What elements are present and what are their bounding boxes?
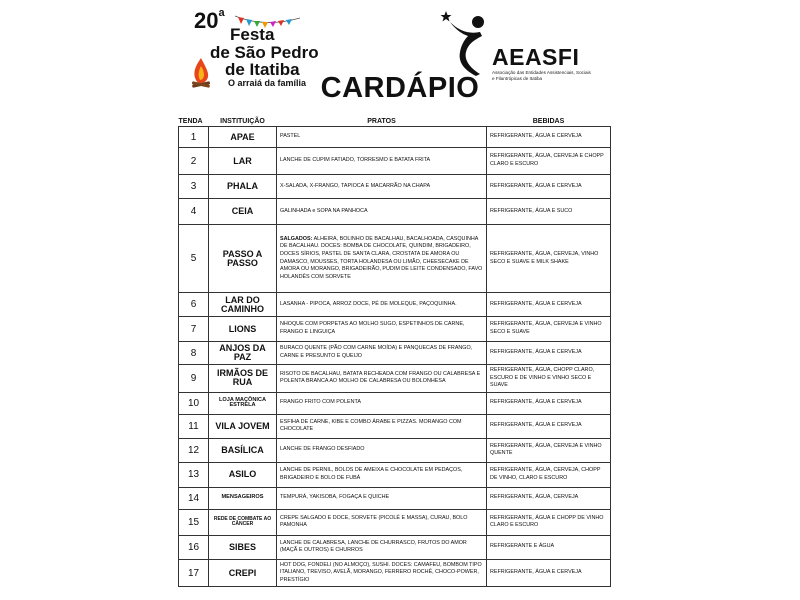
institution-name: REDE DE COMBATE AO CÂNCER — [209, 509, 277, 535]
pratos-cell: GALINHADA e SOPA NA PANHOCA — [277, 199, 487, 225]
table-row — [179, 148, 611, 175]
tenda-number: 17 — [179, 559, 209, 587]
tenda-number: 6 — [179, 293, 209, 317]
table-row — [179, 293, 611, 317]
festa-subtitle: O arraiá da família — [228, 78, 307, 88]
bonfire-icon — [190, 56, 212, 88]
pratos-cell: X-SALADA, X-FRANGO, TAPIOCA E MACARRÃO NA CHAPA — [277, 175, 487, 199]
table-row — [179, 535, 611, 559]
pratos-cell: CREPE SALGADO E DOCE, SORVETE (PICOLÉ E MASSA), CURAU, BOLO PAMONHA — [277, 509, 487, 535]
tenda-number: 13 — [179, 462, 209, 487]
bebidas-cell: REFRIGERANTE, ÁGUA, CERVEJA E VINHO QUENTE — [487, 438, 611, 462]
institution-name: VILA JOVEM — [209, 414, 277, 438]
tenda-number: 7 — [179, 317, 209, 342]
institution-name: LOJA MAÇÔNICA ESTRELA — [209, 392, 277, 414]
bebidas-cell: REFRIGERANTE, ÁGUA E CERVEJA — [487, 293, 611, 317]
tenda-number: 2 — [179, 148, 209, 175]
table-row — [179, 199, 611, 225]
tenda-number: 16 — [179, 535, 209, 559]
bebidas-cell: REFRIGERANTE, ÁGUA E CERVEJA — [487, 392, 611, 414]
header-bebidas: BEBIDAS — [532, 117, 565, 125]
bebidas-cell: REFRIGERANTE, ÁGUA, CERVEJA, CHOPP DE VINHO, CLARO E ESCURO — [487, 462, 611, 487]
institution-name: LIONS — [209, 317, 277, 342]
table-row — [179, 487, 611, 509]
institution-name: CEIA — [209, 199, 277, 225]
table-row — [179, 175, 611, 199]
pratos-text: ALHEIRA, BOLINHO DE BACALHAU, BACALHOADA, CASQUINHA DE BACALHAU. DOCES: BOMBA DE CHOCOLATE, QUINDIM, BRIGADEIRO, DOCES SÍRIOS, PASTEL DE SANTA CLARA, CROSTATA DE AMORA OU DAMASCO, MOUSSES, TORTA HOLANDESA OU LIMÃO, CHEESECAKE DE AMORA OU MORANGO, BRIGADEIRÃO, PUDIM DE LEITE CONDENSADO, FAVO HOLANDÊS COM SORVETE — [280, 235, 483, 280]
festa-line-3: de Itatiba — [225, 60, 300, 79]
tenda-number: 10 — [179, 392, 209, 414]
tenda-number: 11 — [179, 414, 209, 438]
festa-edition: 20$^a$ — [194, 7, 225, 33]
institution-name: PHALA — [209, 175, 277, 199]
institution-name: ANJOS DA PAZ — [209, 342, 277, 365]
festa-line-2: de São Pedro — [210, 43, 319, 62]
pratos-cell: LANCHE DE FRANGO DESFIADO — [277, 438, 487, 462]
tenda-number: 14 — [179, 487, 209, 509]
bebidas-cell: REFRIGERANTE, ÁGUA, CERVEJA, VINHO SECO E SUAVE E MILK SHAKE — [487, 225, 611, 293]
bebidas-cell: REFRIGERANTE, ÁGUA E CERVEJA — [487, 559, 611, 587]
table-row — [179, 509, 611, 535]
tenda-number: 3 — [179, 175, 209, 199]
tenda-number: 9 — [179, 365, 209, 393]
tenda-number: 5 — [179, 225, 209, 293]
tenda-number: 1 — [179, 127, 209, 148]
tenda-number: 4 — [179, 199, 209, 225]
pratos-cell: HOT DOG, FONDELI (NO ALMOÇO), SUSHI. DOCES: CAMAFEU, BOMBOM TIPO ITALIANO, TREVISO, AVELÃ, MORANGO, FERRERO ROCHÊ, CHOCO-POWER, PRESTÍGIO — [277, 559, 487, 587]
institution-name: PASSO A PASSO — [209, 225, 277, 293]
table-row — [179, 225, 611, 293]
pratos-label: SALGADOS: — [280, 235, 313, 242]
bebidas-cell: REFRIGERANTE, ÁGUA E CERVEJA — [487, 342, 611, 365]
pratos-cell: FRANGO FRITO COM POLENTA — [277, 392, 487, 414]
aeasfi-subtitle: Associação das Entidades Assistenciais, Sociais e Filantrópicas de Itatiba — [492, 70, 591, 81]
table-header-row — [179, 116, 611, 127]
bebidas-cell: REFRIGERANTE, ÁGUA, CHOPP CLARO, ESCURO E DE VINHO E VINHO SECO E SUAVE — [487, 365, 611, 393]
institution-name: CREPI — [209, 559, 277, 587]
header-tenda: TENDA — [178, 117, 203, 125]
table-row — [179, 342, 611, 365]
bebidas-cell: REFRIGERANTE, ÁGUA E CHOPP DE VINHO CLARO E ESCURO — [487, 509, 611, 535]
table-row — [179, 462, 611, 487]
table-row — [179, 559, 611, 587]
aeasfi-title: AEASFI — [492, 44, 580, 70]
institution-name: APAE — [209, 127, 277, 148]
pratos-cell: LANCHE DE CUPIM FATIADO, TORRESMO E BATATA FRITA — [277, 148, 487, 175]
pratos-cell: BURACO QUENTE (PÃO COM CARNE MOÍDA) E PANQUECAS DE FRANGO, CARNE E PRESUNTO E QUEIJO — [277, 342, 487, 365]
table-row — [179, 127, 611, 148]
tenda-number: 12 — [179, 438, 209, 462]
institution-name: ASILO — [209, 462, 277, 487]
pratos-cell: ESFIHA DE CARNE, KIBE E COMBO ÁRABE E PIZZAS. MORANGO COM CHOCOLATE — [277, 414, 487, 438]
institution-name: SIBES — [209, 535, 277, 559]
pratos-cell: RISOTO DE BACALHAU, BATATA RECHEADA COM FRANGO OU CALABRESA E POLENTA BRANCA AO MOLHO DE CALABRESA OU BOLONHESA — [277, 365, 487, 393]
bebidas-cell: REFRIGERANTE, ÁGUA, CERVEJA E VINHO SECO E SUAVE — [487, 317, 611, 342]
table-row — [179, 365, 611, 393]
bebidas-cell: REFRIGERANTE E ÁGUA — [487, 535, 611, 559]
tenda-number: 8 — [179, 342, 209, 365]
institution-name: MENSAGEIROS — [209, 487, 277, 509]
tenda-number: 15 — [179, 509, 209, 535]
festa-line-1: Festa — [230, 25, 275, 44]
aeasfi-figure-icon — [440, 8, 495, 78]
pratos-cell: LANCHE DE PERNIL, BOLOS DE AMEIXA E CHOCOLATE EM PEDAÇOS, BRIGADEIRO E BOLO DE FUBÁ — [277, 462, 487, 487]
table-row — [179, 414, 611, 438]
pratos-cell: LASANHA - PIPOCA, ARROZ DOCE, PÉ DE MOLEQUE, PAÇOQUINHA. — [277, 293, 487, 317]
bebidas-cell: REFRIGERANTE, ÁGUA E CERVEJA — [487, 175, 611, 199]
table-row — [179, 392, 611, 414]
bebidas-cell: REFRIGERANTE, ÁGUA E CERVEJA — [487, 127, 611, 148]
bebidas-cell: REFRIGERANTE, ÁGUA E CERVEJA — [487, 414, 611, 438]
bebidas-cell: REFRIGERANTE, ÁGUA, CERVEJA E CHOPP CLARO E ESCURO — [487, 148, 611, 175]
institution-name: BASÍLICA — [209, 438, 277, 462]
table-row — [179, 317, 611, 342]
pratos-cell: NHOQUE COM PORPETAS AO MOLHO SUGO, ESPETINHOS DE CARNE, FRANGO E LINGUIÇA — [277, 317, 487, 342]
pratos-cell: PASTEL — [277, 127, 487, 148]
header-instituicao: INSTITUIÇÃO — [220, 117, 265, 125]
table-row — [179, 438, 611, 462]
institution-name: IRMÃOS DE RUA — [209, 365, 277, 393]
pratos-cell: TEMPURÁ, YAKISOBA, FOGAÇA E QUICHE — [277, 487, 487, 509]
page-title: CARDÁPIO — [320, 72, 480, 104]
pratos-cell: LANCHE DE CALABRESA, LANCHE DE CHURRASCO, FRUTOS DO AMOR (MAÇÃ E OUTROS) E CHURROS — [277, 535, 487, 559]
menu-table — [178, 116, 611, 587]
bebidas-cell: REFRIGERANTE, ÁGUA E SUCO — [487, 199, 611, 225]
pratos-cell — [277, 225, 487, 293]
header-pratos: PRATOS — [367, 117, 396, 125]
institution-name: LAR DO CAMINHO — [209, 293, 277, 317]
institution-name: LAR — [209, 148, 277, 175]
bebidas-cell: REFRIGERANTE, ÁGUA, CERVEJA — [487, 487, 611, 509]
